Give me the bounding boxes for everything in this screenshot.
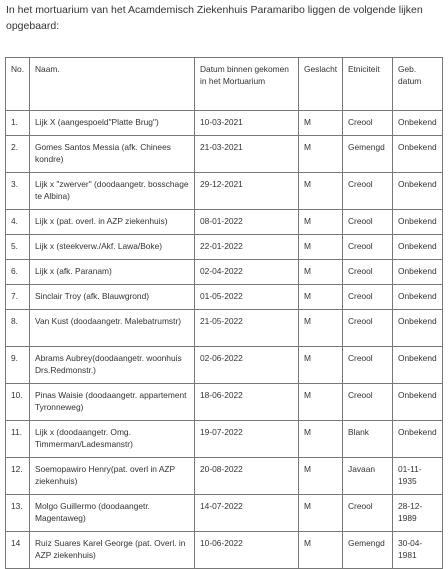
cell-geb-datum: Onbekend (393, 210, 443, 235)
header-geslacht: Geslacht (299, 58, 343, 111)
header-naam: Naam. (30, 58, 195, 111)
cell-naam: Lijk x "zwerver" (doodaangetr. bosschage te Albina) (30, 173, 195, 210)
cell-geb-datum: Onbekend (393, 260, 443, 285)
table-row (6, 136, 443, 173)
cell-etniciteit: Creool (343, 235, 393, 260)
cell-geslacht: M (299, 285, 343, 310)
cell-naam: Sinclair Troy (afk. Blauwgrond) (30, 285, 195, 310)
table-row (6, 310, 443, 347)
cell-etniciteit: Javaan (343, 458, 393, 495)
cell-datum: 21-03-2021 (195, 136, 299, 173)
cell-geslacht: M (299, 173, 343, 210)
cell-geb-datum: Onbekend (393, 235, 443, 260)
cell-geb-datum: 30-04-1981 (393, 532, 443, 569)
table-row (6, 173, 443, 210)
cell-no: 11. (6, 421, 30, 458)
cell-naam: Ruiz Suares Karel George (pat. Overl. in AZP ziekenhuis) (30, 532, 195, 569)
cell-datum: 20-08-2022 (195, 458, 299, 495)
cell-naam: Lijk x (doodaangetr. Omg. Timmerman/Ladesmanstr) (30, 421, 195, 458)
cell-etniciteit: Creool (343, 384, 393, 421)
cell-datum: 02-06-2022 (195, 347, 299, 384)
cell-etniciteit: Gemengd (343, 532, 393, 569)
cell-etniciteit: Creool (343, 260, 393, 285)
cell-geslacht: M (299, 384, 343, 421)
table-row (6, 210, 443, 235)
cell-datum: 19-07-2022 (195, 421, 299, 458)
cell-etniciteit: Creool (343, 495, 393, 532)
cell-no: 2. (6, 136, 30, 173)
cell-no: 7. (6, 285, 30, 310)
table-row (6, 532, 443, 569)
cell-naam: Lijk x (pat. overl. in AZP ziekenhuis) (30, 210, 195, 235)
cell-naam: Lijk X (aangespoeld"Platte Brug") (30, 111, 195, 136)
cell-geslacht: M (299, 310, 343, 347)
header-datum: Datum binnen gekomen in het Mortuarium (195, 58, 299, 111)
table-row (6, 260, 443, 285)
header-etniciteit: Etniciteit (343, 58, 393, 111)
table-row (6, 285, 443, 310)
cell-no: 14 (6, 532, 30, 569)
cell-geslacht: M (299, 111, 343, 136)
cell-no: 13. (6, 495, 30, 532)
table-row (6, 421, 443, 458)
cell-geb-datum: Onbekend (393, 347, 443, 384)
cell-geslacht: M (299, 347, 343, 384)
cell-no: 3. (6, 173, 30, 210)
cell-datum: 02-04-2022 (195, 260, 299, 285)
cell-etniciteit: Gemengd (343, 136, 393, 173)
header-geb-datum: Geb. datum (393, 58, 443, 111)
cell-geslacht: M (299, 260, 343, 285)
cell-datum: 29-12-2021 (195, 173, 299, 210)
cell-naam: Soemopawiro Henry(pat. overl in AZP ziekenhuis) (30, 458, 195, 495)
cell-datum: 14-07-2022 (195, 495, 299, 532)
cell-datum: 18-06-2022 (195, 384, 299, 421)
cell-geb-datum: Onbekend (393, 285, 443, 310)
cell-geslacht: M (299, 136, 343, 173)
table-row (6, 458, 443, 495)
table-row (6, 347, 443, 384)
cell-naam: Gomes Santos Messia (afk. Chinees kondre) (30, 136, 195, 173)
cell-geb-datum: Onbekend (393, 111, 443, 136)
cell-etniciteit: Creool (343, 285, 393, 310)
cell-etniciteit: Creool (343, 173, 393, 210)
cell-naam: Pinas Waisie (doodaangetr. appartement Tyronneweg) (30, 384, 195, 421)
cell-etniciteit: Creool (343, 111, 393, 136)
cell-datum: 01-05-2022 (195, 285, 299, 310)
table-row (6, 111, 443, 136)
table-header-row (6, 58, 443, 111)
cell-etniciteit: Blank (343, 421, 393, 458)
cell-datum: 22-01-2022 (195, 235, 299, 260)
cell-no: 5. (6, 235, 30, 260)
cell-geb-datum: Onbekend (393, 173, 443, 210)
cell-geb-datum: Onbekend (393, 421, 443, 458)
cell-geslacht: M (299, 532, 343, 569)
cell-geslacht: M (299, 421, 343, 458)
cell-geslacht: M (299, 210, 343, 235)
cell-geb-datum: 28-12-1989 (393, 495, 443, 532)
cell-no: 1. (6, 111, 30, 136)
cell-naam: Van Kust (doodaangetr. Malebatrumstr) (30, 310, 195, 347)
bodies-table (5, 57, 443, 569)
cell-geslacht: M (299, 495, 343, 532)
cell-no: 4. (6, 210, 30, 235)
cell-naam: Abrams Aubrey(doodaangetr. woonhuis Drs.Redmonstr.) (30, 347, 195, 384)
cell-geslacht: M (299, 458, 343, 495)
cell-no: 8. (6, 310, 30, 347)
cell-etniciteit: Creool (343, 310, 393, 347)
cell-no: 10. (6, 384, 30, 421)
cell-geb-datum: 01-11-1935 (393, 458, 443, 495)
cell-datum: 10-06-2022 (195, 532, 299, 569)
cell-naam: Molgo Guillermo (doodaangetr. Magentaweg) (30, 495, 195, 532)
cell-geb-datum: Onbekend (393, 136, 443, 173)
cell-geb-datum: Onbekend (393, 384, 443, 421)
intro-text: In het mortuarium van het Acamdemisch Ziekenhuis Paramaribo liggen de volgende lijken opgebaard: (6, 4, 423, 32)
table-row (6, 235, 443, 260)
cell-no: 9. (6, 347, 30, 384)
cell-geslacht: M (299, 235, 343, 260)
cell-no: 6. (6, 260, 30, 285)
cell-no: 12. (6, 458, 30, 495)
cell-geb-datum: Onbekend (393, 310, 443, 347)
cell-datum: 21-05-2022 (195, 310, 299, 347)
cell-naam: Lijk x (afk. Paranam) (30, 260, 195, 285)
table-row (6, 495, 443, 532)
cell-etniciteit: Creool (343, 347, 393, 384)
table-row (6, 384, 443, 421)
cell-naam: Lijk x (steekverw./Akf. Lawa/Boke) (30, 235, 195, 260)
cell-datum: 08-01-2022 (195, 210, 299, 235)
cell-etniciteit: Creool (343, 210, 393, 235)
header-no: No. (6, 58, 30, 111)
cell-datum: 10-03-2021 (195, 111, 299, 136)
